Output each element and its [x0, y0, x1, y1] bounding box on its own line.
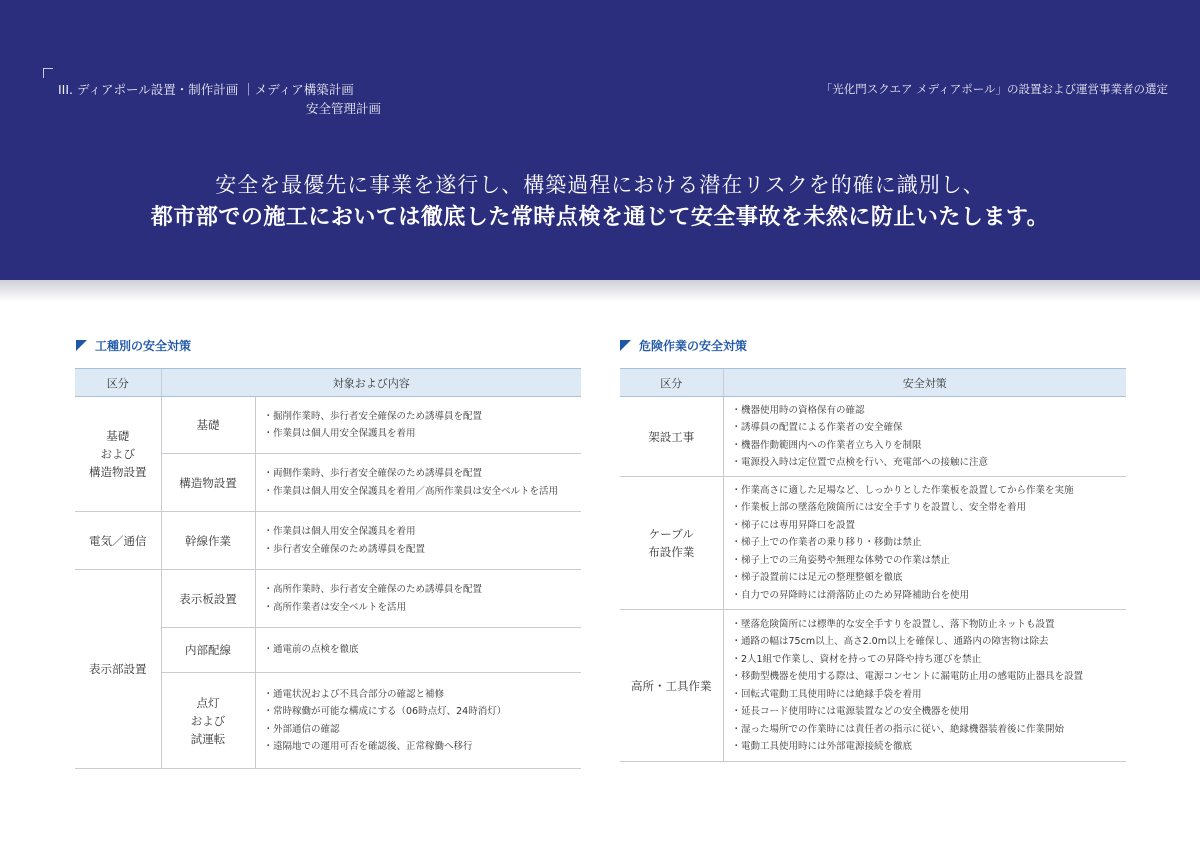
bullet-item: ・ 墜落危険箇所には標準的な安全手すりを設置し、落下物防止ネットも設置: [732, 616, 1126, 634]
subcategory-cell: 点灯 および 試運転: [161, 673, 255, 769]
headline-line1: 安全を最優先に事業を遂行し、構築過程における潜在リスクを的確に識別し、: [215, 173, 985, 197]
bullet-item: ・ 機器使用時の資格保有の確認: [732, 402, 1126, 420]
header-content: 対象および内容: [161, 369, 581, 397]
header-category: 区分: [75, 369, 161, 397]
headline-line2: 都市部での施工においては徹底した常時点検を通じて安全事故を未然に防止いたします。: [150, 205, 1050, 230]
content-cell: [255, 570, 581, 628]
bullet-item: ・ 湿った場所での作業時には責任者の指示に従い、絶縁機器装着後に作業開始: [732, 721, 1126, 739]
bullet-item: ・ 遠隔地での運用可否を確認後、正常稼働へ移行: [264, 738, 581, 756]
left-section-title-text: 工種別の安全対策: [95, 339, 192, 353]
document-title: 「光化門スクエア メディアポール」の設置および運営事業者の選定: [820, 82, 1168, 96]
bullet-item: ・ 移動型機器を使用する際は、電源コンセントに漏電防止用の感電防止器具を設置: [732, 668, 1126, 686]
bullet-item: ・ 2人1組で作業し、資材を持っての昇降や持ち運びを禁止: [732, 651, 1126, 669]
bullet-item: ・ 作業板上部の墜落危険箇所には安全手すりを設置し、安全帯を着用: [732, 499, 1126, 517]
bullet-item: ・ 電源投入時は定位置で点検を行い、充電部への接触に注意: [732, 454, 1126, 472]
subcategory-cell: 基礎: [161, 397, 255, 454]
table-row: [620, 397, 1126, 477]
bullet-item: ・ 通電前の点検を徹底: [264, 641, 581, 659]
bullet-item: ・ 梯子には専用昇降口を設置: [732, 517, 1126, 535]
header-shadow: [0, 280, 1200, 302]
bullet-item: ・ 作業員は個人用安全保護具を着用／高所作業員は安全ベルトを活用: [264, 483, 581, 501]
table-row: [620, 477, 1126, 610]
bullet-item: ・ 両側作業時、歩行者安全確保のため誘導員を配置: [264, 465, 581, 483]
headline: [0, 170, 1200, 236]
bullet-item: ・ 通電状況および不具合部分の確認と補修: [264, 686, 581, 704]
content-cell: [255, 628, 581, 673]
right-section-title: [620, 337, 747, 354]
table-row: [75, 570, 581, 628]
content-cell: [255, 512, 581, 570]
subcategory-cell: 内部配線: [161, 628, 255, 673]
bullet-item: ・ 外部通信の確認: [264, 721, 581, 739]
content-cell: [723, 610, 1126, 762]
bullet-item: ・ 高所作業時、歩行者安全確保のため誘導員を配置: [264, 581, 581, 599]
work-type-safety-table: [75, 368, 581, 769]
triangle-marker-icon: [620, 340, 631, 351]
bullet-item: ・ 歩行者安全確保のため誘導員を配置: [264, 541, 581, 559]
bullet-item: ・ 誘導員の配置による作業者の安全確保: [732, 419, 1126, 437]
bullet-item: ・ 回転式電動工具使用時には絶縁手袋を着用: [732, 686, 1126, 704]
category-cell: 高所・工具作業: [620, 610, 723, 762]
subcategory-cell: 表示板設置: [161, 570, 255, 628]
category-cell: ケーブル 布設作業: [620, 477, 723, 610]
content-cell: [723, 477, 1126, 610]
header-category: 区分: [620, 369, 723, 397]
content-cell: [255, 397, 581, 454]
bullet-item: ・ 延長コード使用時には電源装置などの安全機器を使用: [732, 703, 1126, 721]
bullet-item: ・ 電動工具使用時には外部電源接続を徹底: [732, 738, 1126, 756]
left-section-title: [76, 337, 191, 354]
header-measures: 安全対策: [723, 369, 1126, 397]
subcategory-cell: 構造物設置: [161, 454, 255, 512]
bullet-item: ・ 梯子設置前には足元の整理整頓を徹底: [732, 569, 1126, 587]
bullet-item: ・ 作業員は個人用安全保護具を着用: [264, 425, 581, 443]
bullet-item: ・ 作業高さに適した足場など、しっかりとした作業板を設置してから作業を実施: [732, 482, 1126, 500]
content-cell: [255, 673, 581, 769]
bullet-item: ・ 梯子上での作業者の乗り移り・移動は禁止: [732, 534, 1126, 552]
category-cell: 表示部設置: [75, 570, 161, 769]
table-row: [620, 610, 1126, 762]
table-row: [75, 397, 581, 454]
bullet-item: ・ 常時稼働が可能な構成にする（06時点灯、24時消灯）: [264, 703, 581, 721]
category-cell: 架設工事: [620, 397, 723, 477]
category-cell: 基礎 および 構造物設置: [75, 397, 161, 512]
bullet-item: ・ 自力での昇降時には滑落防止のため昇降補助台を使用: [732, 587, 1126, 605]
subcategory-cell: 幹線作業: [161, 512, 255, 570]
section-label: [58, 80, 381, 118]
bullet-item: ・ 通路の幅は75cm以上、高さ2.0m以上を確保し、通路内の障害物は除去: [732, 633, 1126, 651]
bullet-item: ・ 掘削作業時、歩行者安全確保のため誘導員を配置: [264, 408, 581, 426]
content-cell: [255, 454, 581, 512]
right-section-title-text: 危険作業の安全対策: [639, 339, 748, 353]
header-band: [0, 0, 1200, 280]
section-label-line1: III. ディアポール設置・制作計画 ｜メディア構築計画: [58, 82, 354, 97]
bullet-item: ・ 梯子上での三角姿勢や無理な体勢での作業は禁止: [732, 552, 1126, 570]
bullet-item: ・ 高所作業者は安全ベルトを活用: [264, 599, 581, 617]
bullet-item: ・ 作業員は個人用安全保護具を着用: [264, 523, 581, 541]
table-row: [75, 512, 581, 570]
content-cell: [723, 397, 1126, 477]
section-label-line2: 安全管理計画: [306, 101, 382, 116]
corner-bracket-icon: [43, 68, 53, 78]
bullet-item: ・ 機器作動範囲内への作業者立ち入りを制限: [732, 437, 1126, 455]
category-cell: 電気／通信: [75, 512, 161, 570]
hazard-work-safety-table: [620, 368, 1126, 762]
triangle-marker-icon: [76, 340, 87, 351]
